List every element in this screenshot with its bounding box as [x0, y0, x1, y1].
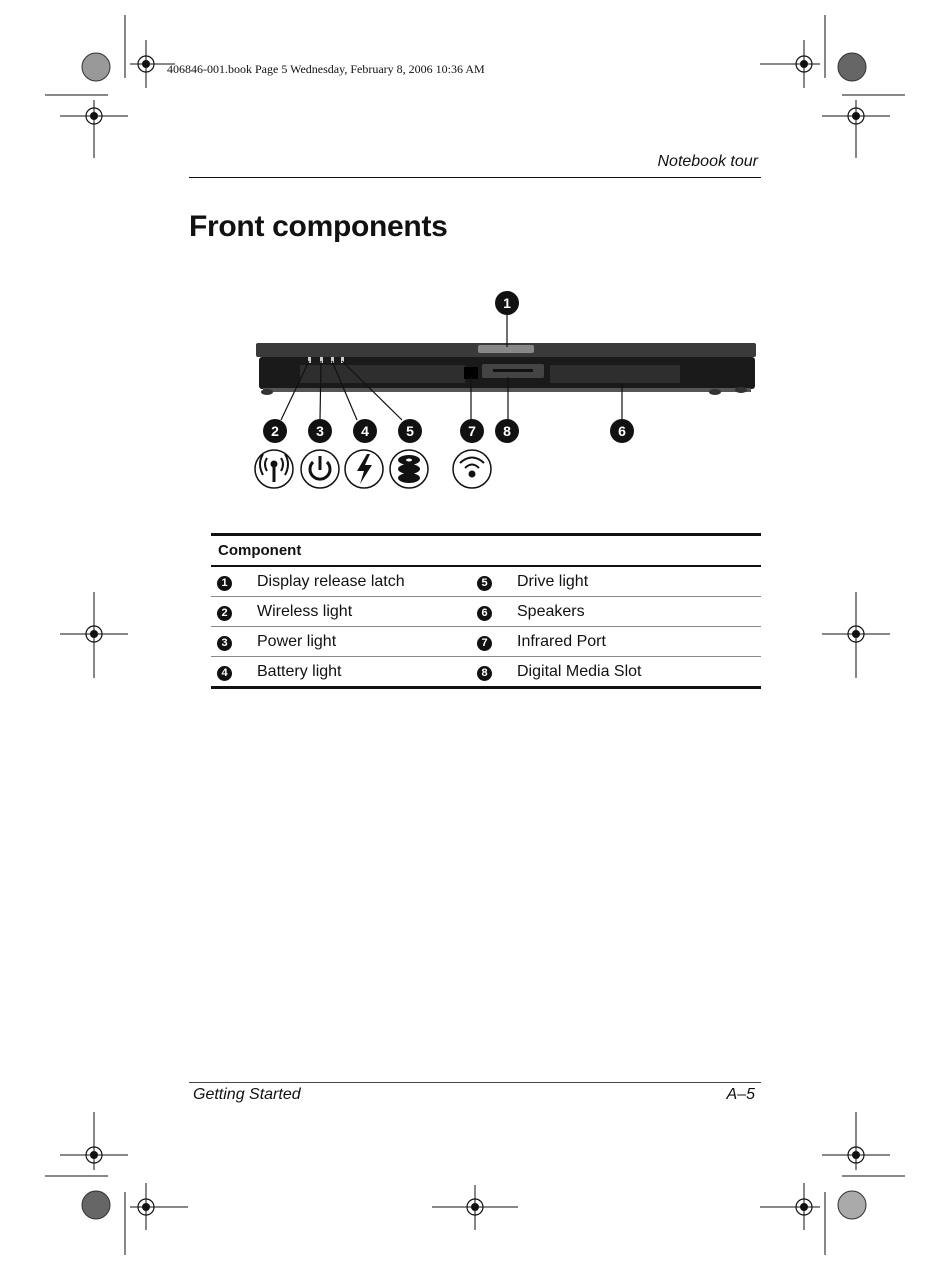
footer-book-title: Getting Started [193, 1086, 301, 1103]
svg-text:1: 1 [503, 295, 511, 311]
wireless-icon [255, 450, 293, 488]
item-number: 7 [477, 636, 492, 651]
speaker-left [300, 365, 465, 383]
component-name: Display release latch [257, 572, 405, 590]
speaker-right [550, 365, 680, 383]
components-table [211, 533, 761, 689]
table-row [211, 597, 761, 627]
callout-4 [353, 419, 377, 443]
item-number: 4 [217, 666, 232, 681]
notebook-front-figure [245, 285, 765, 500]
item-number: 8 [477, 666, 492, 681]
power-icon [301, 450, 339, 488]
callout-7 [460, 419, 484, 443]
svg-text:2: 2 [271, 423, 279, 439]
svg-text:4: 4 [361, 423, 369, 439]
book-slug: 406846-001.book Page 5 Wednesday, February 8, 2006 10:36 AM [167, 62, 485, 76]
component-name: Battery light [257, 662, 342, 680]
component-name: Digital Media Slot [517, 662, 642, 680]
footer-rule [189, 1082, 761, 1083]
callout-8 [495, 419, 519, 443]
item-number: 2 [217, 606, 232, 621]
header-rule [189, 177, 761, 178]
page-number: A–5 [726, 1086, 755, 1103]
component-name: Speakers [517, 602, 585, 620]
table-row [211, 627, 761, 657]
item-number: 1 [217, 576, 232, 591]
callout-2 [263, 419, 287, 443]
svg-text:8: 8 [503, 423, 511, 439]
svg-text:5: 5 [406, 423, 414, 439]
table-header: Component [218, 542, 302, 559]
table-header-row [211, 535, 761, 567]
item-number: 5 [477, 576, 492, 591]
callout-1 [495, 291, 519, 315]
component-name: Drive light [517, 572, 589, 590]
table-row [211, 657, 761, 688]
infrared-icon [453, 450, 491, 488]
page-title: Front components [189, 210, 448, 243]
component-name: Infrared Port [517, 632, 606, 650]
item-number: 3 [217, 636, 232, 651]
component-name: Power light [257, 632, 337, 650]
svg-text:6: 6 [618, 423, 626, 439]
running-head: Notebook tour [657, 153, 758, 170]
svg-text:3: 3 [316, 423, 324, 439]
battery-icon [345, 450, 383, 488]
component-name: Wireless light [257, 602, 353, 620]
svg-text:7: 7 [468, 423, 476, 439]
callout-5 [398, 419, 422, 443]
callout-6 [610, 419, 634, 443]
table-row [211, 566, 761, 597]
item-number: 6 [477, 606, 492, 621]
display-release-latch [478, 345, 534, 353]
drive-icon [390, 450, 428, 488]
callout-3 [308, 419, 332, 443]
